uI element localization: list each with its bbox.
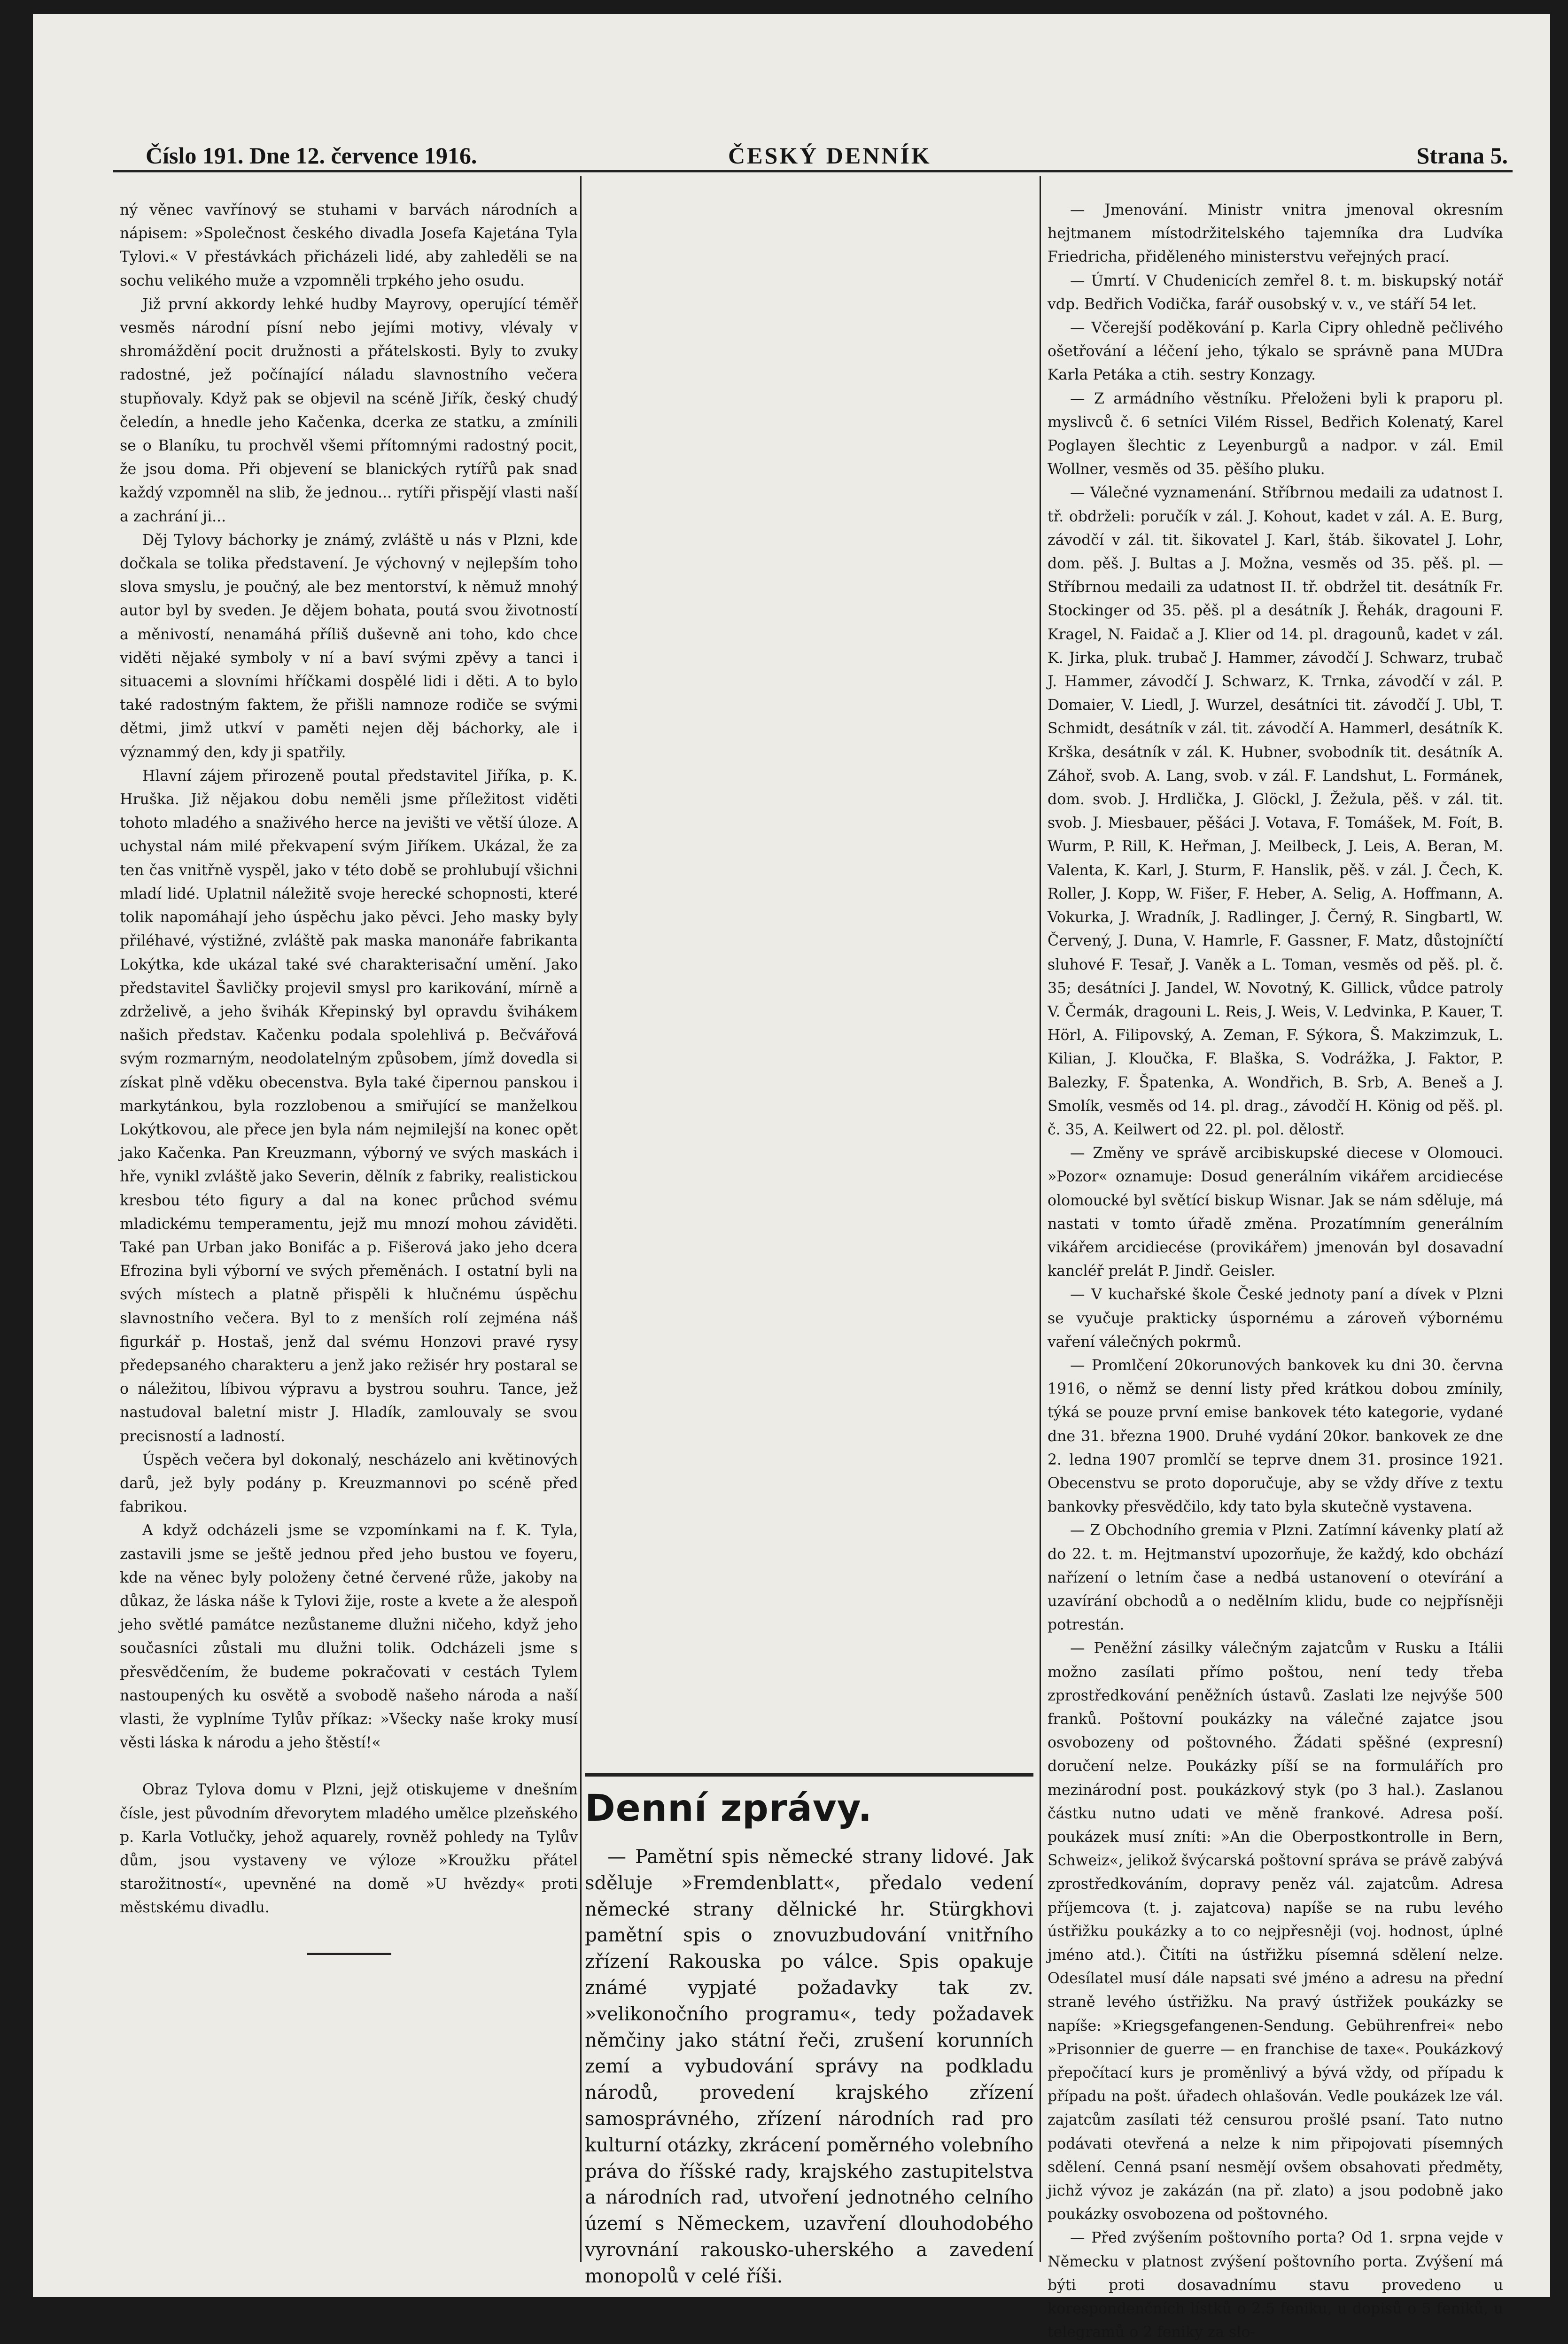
- header-rule: [113, 170, 1513, 172]
- article-paragraph: Děj Tylovy báchorky je známý, zvláště u nás v Plzni, kde dočkala se tolika představení. Je výchovný v nejlepším toho slova smyslu, je poučný, ale bez mentorství, k němuž mnohý autor byl by sveden. Je dějem bohata, poutá svou životností a měnivostí, nenamáhá příliš duševně ani toho, kdo chce viděti nějaké symboly v ní a baví svými zpěvy a tanci i situacemi a slovními hříčkami dospělé lidi i děti. A to bylo také radostným faktem, že přišli namnoze rodiče se svými dětmi, jimž utkví v paměti nejen děj báchorky, ale i význammý den, kdy ji spatřily.: [120, 531, 578, 761]
- news-item: — Změny ve správě arcibiskupské diecese v Olomouci. »Pozor« oznamuje: Dosud generálním vikářem arcidiecése olomoucké byl světící biskup Wisnar. Jak se nám sděluje, má nastati v tomto úřadě změna. Prozatímním generálním vikářem arcidiecése (provikářem) jmenován byl dosavadní kancléř prelát P. Jindř. Geisler.: [1048, 1145, 1503, 1280]
- article-paragraph: ný věnec vavřínový se stuhami v barvách národních a nápisem: »Společnost českého divadla Josefa Kajetána Tyla Tylovi.« V přestávkách přicházeli lidé, aby zahleděli se na sochu velikého muže a vzpomněli trpkého jeho osudu.: [120, 202, 578, 289]
- news-item: — Pamětní spis německé strany lidové. Jak sděluje »Fremdenblatt«, předalo vedení německé strany dělnické hr. Stürgkhovi pamětní spis o znovuzbudování vnitřního zřízení Rakouska po válce. Spis opakuje známé vypjaté požadavky tak zv. »velikonočního programu«, tedy požadavek němčiny jako státní řeči, zrušení korunních zemí a vybudování správy na podkladu národů, provedení krajského zřízení samosprávného, zřízení národních rad pro kulturní otázky, zkrácení poměrného volebního práva do říšské rady, krajského zastupitelstva a národních rad, utvoření jednotného celního území s Německem, uzavření dlouhodobého vyrovnání rakousko-uherského a zavedení monopolů v celé říši.: [585, 1846, 1033, 2287]
- section-rule: [585, 1773, 1033, 1777]
- article-paragraph: Hlavní zájem přirozeně poutal představitel Jiříka, p. K. Hruška. Již nějakou dobu neměli jsme příležitost viděti tohoto mladého a snaživého herce na jevišti ve větší úloze. A uchystal nám milé překvapení svým Jiříkem. Ukázal, že za ten čas vnitřně vyspěl, jako v této době se prohlubují všichni mladí lidé. Uplatnil náležitě svoje herecké schopnosti, které tolik napomáhají jeho úspěchu jako pěvci. Jeho masky byly přiléhavé, výstižné, zvláště pak maska manonáře fabrikanta Lokýtka, kde ukázal také své charakterisační umění. Jako představitel Šavličky projevil smysl pro karikování, mírně a zdrželivě, a jeho švihák Křepinský byl opravdu švihákem našich představ. Kačenku podala spolehlivá p. Bečvářová svým rozmarným, neodolatelným způsobem, jímž dovedla si získat plně vděku obecenstva. Byla také čipernou panskou i markytánkou, byla rozzlobenou a smiřující se manželkou Lokýtkovou, ale přece jen byla nám nejmilejší na konec opět jako Kačenka. Pan Kreuzmann, výborný ve svých maskách i hře, vynikl zvláště jako Severin, dělník z fabriky, realistickou kresbou této figury a dal na konec průchod svému mladickému temperamentu, jejž mu mnozí mohou záviděti. Také pan Urban jako Bonifác a p. Fišerová jako jeho dcera Efrozina byli výborní ve svých přeměnách. I ostatní byli na svých místech a platně přispěli k hlučnému úspěchu slavnostního večera. Byl to z menších rolí zejména náš figurkář p. Hostaš, jenž dal svému Honzovi pravé rysy předepsaného charakteru a jenž jako režisér hry postaral se o náležitou, líbivou výpravu a bystrou souhru. Tance, jež nastudoval baletní mistr J. Hladík, zamlouvaly se svou precisností a ladností.: [120, 767, 578, 1445]
- news-item: — Peněžní zásilky válečným zajatcům v Rusku a Itálii možno zasílati přímo poštou, není tedy třeba zprostředkování peněžních ústavů. Zaslati lze nejvýše 500 franků. Poštovní poukázky na válečné zajatce jsou osvobozeny od poštovného. Žádati spěšné (expresní) doručení nelze. Poukázky píší se na formulářích pro mezinárodní post. poukázkový styk (po 3 hal.). Zaslanou částku nutno udati ve měně frankové. Adresa poší. poukázek musí zníti: »An die Oberpostkontrolle in Bern, Schweiz«, jelikož švýcarská poštovní správa se právě zabývá zprostředkováním, dopravy peněz vál. zajatcům. Adresa příjemcova (t. j. zajatcova) napíše se na rubu levého ústřižku poukázky a to co nejpřesněji (voj. hodnost, úplné jméno atd.). Čitíti na ústřižku písemná sdělení nelze. Odesílatel musí dále napsati své jméno a adresu na přední straně levého ústřižku. Na pravý ústřižek poukázky se napíše: »Kriegsgefangenen-Sendung. Gebührenfrei« nebo »Prisonnier de guerre — en franchise de taxe«. Poukázkový přepočítací kurs je proměnlivý a bývá vždy, od případu k případu na pošt. úřadech ohlašován. Vedle poukázek lze vál. zajatcům zasílati též censurou prošlé psaní. Tato nutno podávati otevřená a nelze k nim připojovati písemných sdělení. Cenná psaní nesmějí ovšem obsahovati předměty, jichž vývoz je zakázán (na př. zlato) a jsou podobně jako poukázky osvobozena od poštovného.: [1048, 1640, 1503, 2223]
- column-divider-right: [1040, 176, 1041, 2262]
- news-item: — Promlčení 20korunových bankovek ku dni 30. června 1916, o němž se denní listy před krátkou dobou zmínily, týká se pouze první emise bankovek této kategorie, vydané dne 31. března 1900. Druhé vydání 20kor. bankovek ze dne 2. ledna 1907 promlčí se teprve dnem 31. prosince 1921. Obecenstvu se proto doporučuje, aby se vždy dříve z textu bankovky přesvědčilo, kdy tato byla skutečně vystavena.: [1048, 1357, 1503, 1516]
- news-item: — Válečné vyznamenání. Stříbrnou medaili za udatnost I. tř. obdrželi: poručík v zál. J. Kohout, kadet v zál. A. E. Burg, závodčí v zál. tit. šikovatel J. Karl, štáb. šikovatel J. Lohr, dom. pěš. J. Bultas a J. Možna, vesměs od 35. pěš. pl. — Stříbrnou medaili za udatnost II. tř. obdržel tit. desátník Fr. Stockinger od 35. pěš. pl a desátník J. Řehák, dragouni F. Kragel, N. Faidač a J. Klier od 14. pl. dragounů, kadet v zál. K. Jirka, pluk. trubač J. Hammer, závodčí J. Schwarz, trubač J. Hammer, závodčí J. Schwarz, K. Trnka, závodčí v zál. P. Domaier, V. Liedl, J. Wurzel, desátníci tit. závodčí J. Ubl, T. Schmidt, desátník v zál. tit. závodčí A. Hammerl, desátník K. Krška, desátník v zál. K. Hubner, svobodník tit. desátník A. Záhoř, svob. A. Lang, svob. v zál. F. Landshut, L. Formánek, dom. svob. J. Hrdlička, J. Glöckl, J. Žežula, pěš. v zál. tit. svob. J. Miesbauer, pěšáci J. Votava, F. Tomášek, M. Foít, B. Wurm, P. Rill, K. Heřman, J. Meilbeck, J. Leis, A. Beran, M. Valenta, K. Karl, J. Sturm, F. Hanslik, pěš. v zál. J. Čech, K. Roller, J. Kopp, W. Fišer, F. Heber, A. Selig, A. Hoffmann, A. Vokurka, J. Wradník, J. Radlinger, J. Černý, R. Singbartl, W. Červený, J. Duna, V. Hamrle, F. Gassner, F. Matz, důstojníčtí sluhové F. Tesař, J. Vaněk a L. Toman, vesměs od pěš. pl. č. 35; desátníci J. Jandel, W. Novotný, K. Gillick, vůdce patroly V. Čermák, dragouni L. Reis, J. Weis, V. Ledvinka, P. Kauer, T. Hörl, A. Filipovský, A. Zeman, F. Sýkora, Š. Makzimzuk, L. Kilian, J. Kloučka, F. Blaška, S. Vodrážka, J. Faktor, P. Balezky, F. Špatenka, A. Wondřich, B. Srb, A. Beneš a J. Smolík, vesměs od 14. pl. drag., závodčí H. König od pěš. pl. č. 35, A. Keilwert od 22. pl. pol. dělostř.: [1048, 484, 1503, 1138]
- article-paragraph: Úspěch večera byl dokonalý, nescházelo ani květinových darů, jež byly podány p. Kreuzmannovi po scéně před fabrikou.: [120, 1451, 578, 1516]
- newspaper-page: [33, 14, 1550, 2341]
- section-heading: Denní zprávy.: [585, 1787, 873, 1830]
- news-item: — Z armádního věstníku. Přeloženi byli k praporu pl. myslivců č. 6 setníci Vilém Rissel, Bedřich Kolenatý, Karel Poglayen šlechtic z Leyenburgů a nadpor. v zál. Emil Wollner, vesměs od 35. pěšího pluku.: [1048, 390, 1503, 478]
- news-item: — Úmrtí. V Chudenicích zemřel 8. t. m. biskupský notář vdp. Bedřich Vodička, farář ousobský v. v., ve stáří 54 let.: [1048, 272, 1503, 313]
- article-paragraph: Již první akkordy lehké hudby Mayrovy, operující téměř vesměs národní písní nebo jejími motivy, vlévaly v shromáždění pocit družnosti a přátelskosti. Byly to zvuky radostné, jež počínající náladu slavnostního večera stupňovaly. Když pak se objevil na scéně Jiřík, český chudý čeledín, a hnedle jeho Kačenka, dcerka ze statku, a zmínili se o Blaníku, tu prochvěl všemi přítomnými radostný pocit, že jsou doma. Při objevení se blanických rytířů pak snad každý vzpomněl na slib, že jednou... rytíři přispějí vlasti naší a zachrání ji...: [120, 295, 578, 525]
- end-rule: [307, 1953, 391, 1955]
- news-column-right: [1048, 198, 1503, 2341]
- issue-date: Číslo 191. Dne 12. července 1916.: [146, 142, 477, 169]
- masthead: ČESKÝ DENNÍK: [728, 142, 931, 169]
- column-divider-left: [580, 176, 582, 2262]
- article-paragraph: Obraz Tylova domu v Plzni, jejž otiskujeme v dnešním čísle, jest původním dřevorytem mladého umělce plzeňského p. Karla Votlučky, jehož aquarely, rovněž pohledy na Tylův dům, jsou vystaveny ve výloze »Kroužku přátel starožitností«, upevněné na domě »U hvězdy« proti městskému divadlu.: [120, 1781, 578, 1917]
- daily-news-column: [585, 1780, 1033, 2287]
- news-item: — V kuchařské škole České jednoty paní a dívek v Plzni se vyučuje prakticky úspornému a zároveň výbornému vaření válečných pokrmů.: [1048, 1286, 1503, 1351]
- page-number: Strana 5.: [1416, 142, 1508, 169]
- article-column-left: [120, 198, 578, 2199]
- news-item: — Před zvýšením poštovního porta? Od 1. srpna vejde v Německu v platnost zvýšení poštovního porta. Zvýšení má býti proti dosavadnímu stavu provedeno u korespondenčních lístků o 2.5 feniku, u dopisů o 5 feniků, u telegramů o 2 feniky za slo-: [1048, 2229, 1503, 2341]
- news-item: — Včerejší poděkování p. Karla Cipry ohledně pečlivého ošetřování a léčení jeho, týkalo se správně pana MUDra Karla Petáka a ctih. sestry Konzagy.: [1048, 319, 1503, 384]
- news-item: — Jmenování. Ministr vnitra jmenoval okresním hejtmanem místodržitelského tajemníka dra Ludvíka Friedricha, přiděleného ministerstvu veřejných prací.: [1048, 202, 1503, 266]
- article-paragraph: A když odcházeli jsme se vzpomínkami na f. K. Tyla, zastavili jsme se ještě jednou před jeho bustou ve foyeru, kde na věnec byly položeny četné červené růže, jakoby na důkaz, že láska náše k Tylovi žije, roste a kvete a že alespoň jeho světlé památce nezůstaneme dlužni ničeho, když jeho současníci zůstali mu dlužni tolik. Odcházeli jsme s přesvědčením, že budeme pokračovati v cestách Tylem nastoupených ku osvětě a svobodě našeho národa a naší vlasti, že vyplníme Tylův příkaz: »Všecky naše kroky musí věsti láska k národu a jeho štěstí!«: [120, 1522, 578, 1752]
- news-item: — Z Obchodního gremia v Plzni. Zatímní kávenky platí až do 22. t. m. Hejtmanství upozorňuje, že každý, kdo obchází nařízení o letním čase a nedbá ustanovení o otevírání a uzavírání obchodů a o nedělním klidu, bude co nejpřísněji potrestán.: [1048, 1522, 1503, 1634]
